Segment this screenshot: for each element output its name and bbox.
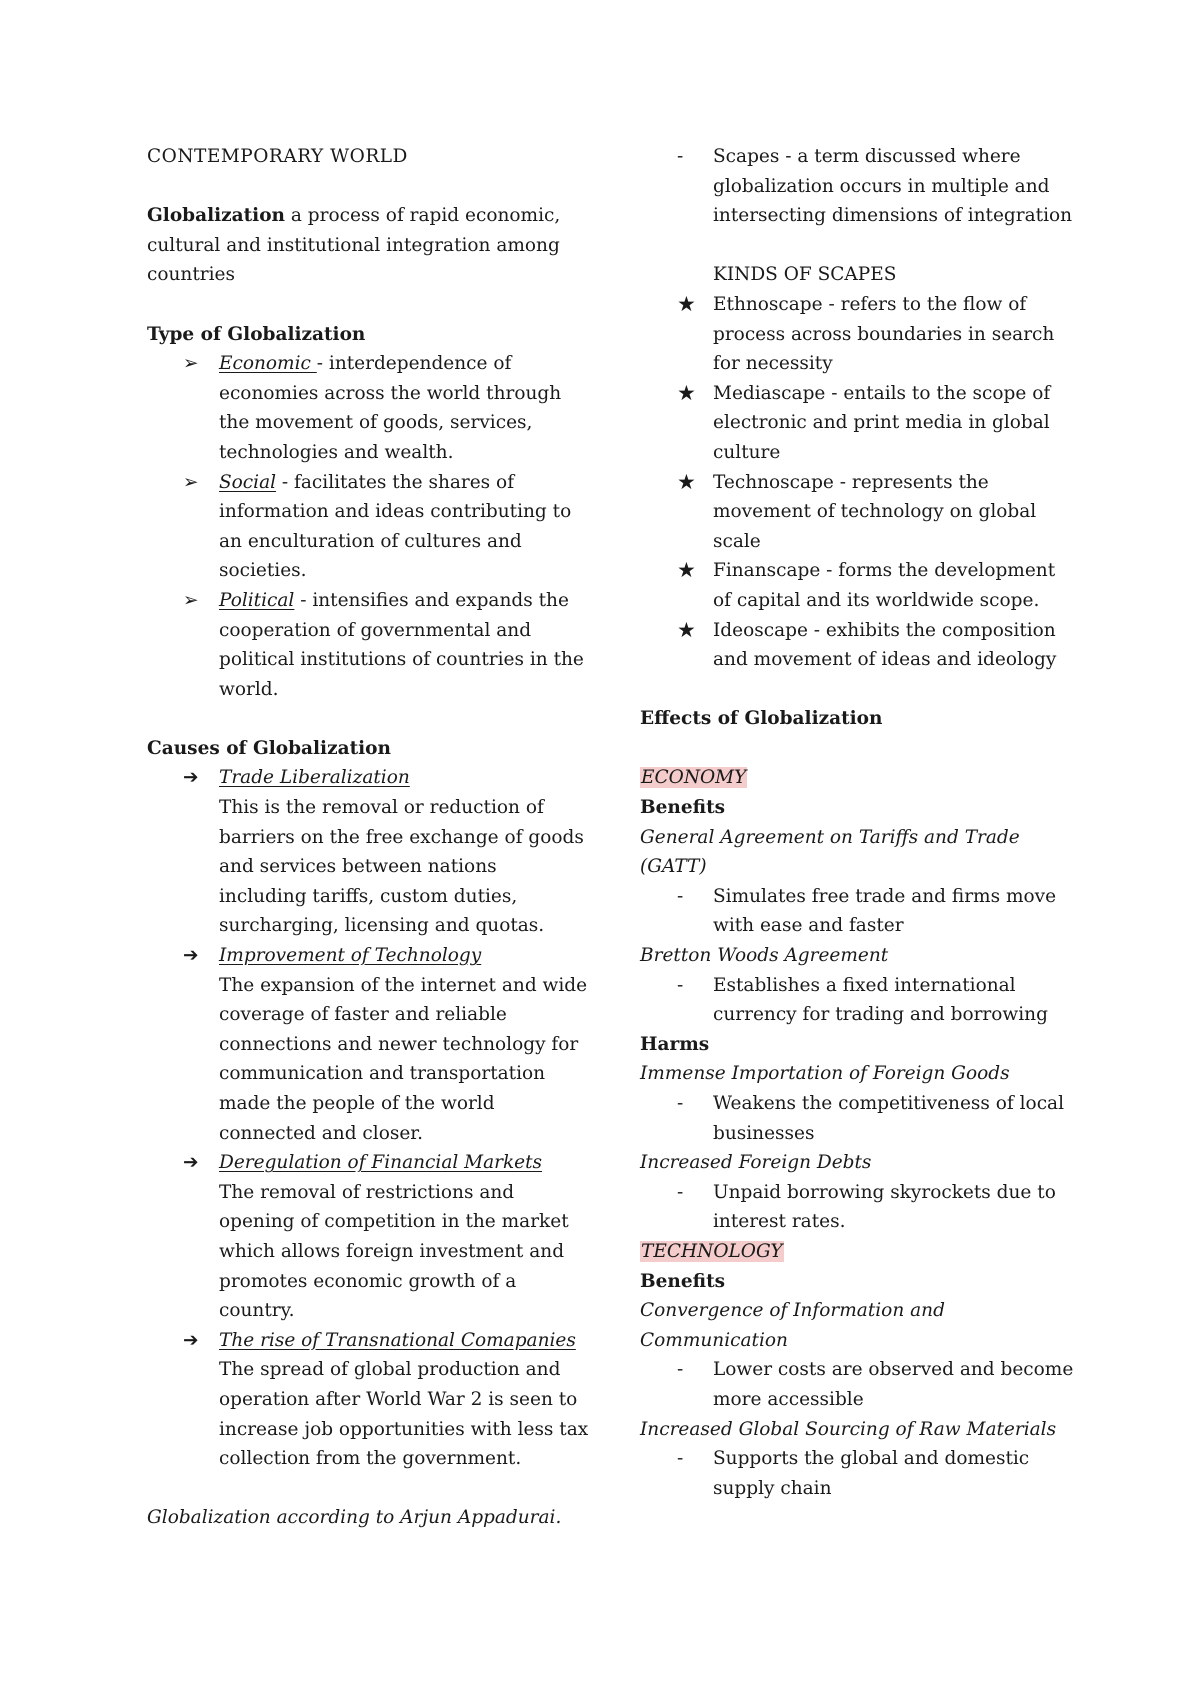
dash-bullet: - [677, 1448, 684, 1470]
cause-text: coverage of faster and reliable [219, 1004, 507, 1026]
scapes-intro: - Scapes - a term discussed where [640, 142, 1090, 172]
dash-bullet: - [677, 885, 684, 907]
scapes-intro-text: globalization occurs in multiple and [713, 175, 1050, 197]
arrowhead-bullet-icon: ➢ [183, 589, 199, 611]
type-text: economies across the world through [219, 382, 562, 404]
type-text: an enculturation of cultures and [219, 530, 522, 552]
effect-point-text: with ease and faster [713, 915, 904, 937]
type-text: political institutions of countries in the [219, 649, 584, 671]
definition-term: Globalization [147, 205, 286, 227]
effect-point-text: currency for trading and borrowing [713, 1004, 1048, 1026]
scapes-intro-text: intersecting dimensions of integration [713, 205, 1073, 227]
economy-label-line [640, 763, 1090, 793]
effect-title: Immense Importation of Foreign Goods [640, 1063, 1010, 1085]
cause-text: connections and newer technology for [219, 1033, 579, 1055]
cause-text: and services between nations [219, 856, 497, 878]
cause-text: increase job opportunities with less tax [219, 1418, 589, 1440]
scape-item-finanscape: ★ Finanscape - forms the development [640, 556, 1090, 586]
type-item-political: ➢ Political - intensifies and expands the [147, 586, 577, 616]
dash-bullet: - [677, 974, 684, 996]
effect-point: - Establishes a fixed international [640, 971, 1090, 1001]
section-heading-effects: Effects of Globalization [640, 708, 883, 730]
cause-text: country. [219, 1300, 295, 1322]
cause-text: operation after World War 2 is seen to [219, 1388, 578, 1410]
cause-text: connected and closer. [219, 1122, 423, 1144]
scape-text: scale [713, 530, 761, 552]
technology-benefits-label: Benefits [640, 1270, 726, 1292]
effect-point-text: interest rates. [713, 1211, 846, 1233]
cause-text: made the people of the world [219, 1093, 495, 1114]
effect-point-text: more accessible [713, 1388, 864, 1410]
type-item-economic: ➢ Economic - interdependence of [147, 349, 577, 379]
scape-text: process across boundaries in search [713, 323, 1055, 345]
scape-item-ethnoscape: ★ Ethnoscape - refers to the flow of [640, 290, 1090, 320]
cause-text: promotes economic growth of a [219, 1270, 517, 1292]
scape-text: of capital and its worldwide scope. [713, 589, 1040, 611]
cause-text: opening of competition in the market [219, 1211, 569, 1233]
arrow-bullet-icon: ➔ [183, 1329, 199, 1351]
effect-point: - Unpaid borrowing skyrockets due to [640, 1178, 1090, 1208]
scape-item-ideoscape: ★ Ideoscape - exhibits the composition [640, 616, 1090, 646]
type-label: Political [219, 589, 295, 611]
effect-title: Bretton Woods Agreement [640, 945, 889, 967]
effect-point: - Simulates free trade and firms move [640, 882, 1090, 912]
dash-bullet: - [677, 1093, 684, 1114]
type-item-social: ➢ Social - facilitates the shares of [147, 468, 577, 498]
arrow-bullet-icon: ➔ [183, 945, 199, 967]
cause-label: Deregulation of Financial Markets [219, 1152, 543, 1174]
scape-text: culture [713, 441, 781, 463]
star-icon: ★ [677, 617, 696, 642]
definition-line: Globalization a process of rapid economic, [147, 205, 561, 227]
effect-title: Communication [640, 1329, 788, 1351]
effect-point: - Supports the global and domestic [640, 1444, 1090, 1474]
cause-item-trade [147, 763, 577, 793]
cause-text: collection from the government. [219, 1448, 522, 1470]
type-text: the movement of goods, services, [219, 412, 533, 434]
section-heading-types: Type of Globalization [147, 323, 366, 345]
effect-title: Increased Global Sourcing of Raw Materials [640, 1418, 1057, 1440]
definition-line: cultural and institutional integration among [147, 234, 560, 256]
type-label: Economic [219, 353, 317, 375]
cause-text: This is the removal or reduction of [219, 797, 544, 819]
cause-label: Trade Liberalization [219, 767, 410, 789]
cause-text: The spread of global production and [219, 1359, 561, 1381]
type-text: cooperation of governmental and [219, 619, 532, 641]
cause-text: barriers on the free exchange of goods [219, 826, 584, 848]
footer-note: Globalization according to Arjun Appadurai. [147, 1507, 562, 1529]
dash-bullet: - [677, 1181, 684, 1203]
cause-text: The expansion of the internet and wide [219, 974, 588, 996]
arrowhead-bullet-icon: ➢ [183, 471, 199, 493]
type-text: information and ideas contributing to [219, 501, 572, 523]
cause-item-deregulation [147, 1148, 577, 1178]
effect-title: Increased Foreign Debts [640, 1152, 872, 1174]
scape-text: and movement of ideas and ideology [713, 649, 1057, 671]
effect-title: General Agreement on Tariffs and Trade [640, 826, 1020, 848]
scape-text: movement of technology on global [713, 501, 1037, 523]
dash-bullet: - [677, 146, 684, 167]
arrow-bullet-icon: ➔ [183, 1152, 199, 1174]
type-text: world. [219, 678, 279, 700]
cause-text: communication and transportation [219, 1063, 546, 1085]
dash-bullet: - [677, 1359, 684, 1381]
arrow-bullet-icon: ➔ [183, 767, 199, 789]
economy-harms-label: Harms [640, 1033, 710, 1055]
cause-text: which allows foreign investment and [219, 1240, 565, 1262]
scape-item-technoscape: ★ Technoscape - represents the [640, 468, 1090, 498]
section-heading-causes: Causes of Globalization [147, 737, 391, 759]
technology-label-line [640, 1237, 1090, 1267]
star-icon: ★ [677, 469, 696, 494]
economy-label: ECONOMY [641, 767, 747, 789]
cause-label: Improvement of Technology [219, 945, 482, 967]
cause-text: The removal of restrictions and [219, 1181, 515, 1203]
type-label: Social [219, 471, 277, 493]
left-column [147, 142, 589, 1533]
cause-item-technology [147, 941, 577, 971]
cause-text: surcharging, licensing and quotas. [219, 915, 545, 937]
type-text: technologies and wealth. [219, 441, 454, 463]
effect-title: Convergence of Information and [640, 1300, 945, 1322]
effect-title: (GATT) [640, 856, 707, 878]
definition-line: countries [147, 264, 235, 286]
effect-point: - Weakens the competitiveness of local [640, 1089, 1090, 1119]
effect-point-text: businesses [713, 1122, 815, 1144]
star-icon: ★ [677, 380, 696, 405]
scape-text: electronic and print media in global [713, 412, 1050, 434]
cause-label: The rise of Transnational Comapanies [219, 1329, 576, 1351]
star-icon: ★ [677, 558, 696, 583]
right-column [640, 142, 1090, 1503]
effect-point-text: supply chain [713, 1477, 832, 1499]
technology-label: TECHNOLOGY [641, 1240, 783, 1262]
type-text: societies. [219, 560, 307, 582]
effect-point: - Lower costs are observed and become [640, 1355, 1090, 1385]
star-icon: ★ [677, 291, 696, 316]
scape-item-mediascape: ★ Mediascape - entails to the scope of [640, 379, 1090, 409]
arrowhead-bullet-icon: ➢ [183, 353, 199, 375]
kinds-heading: KINDS OF SCAPES [713, 264, 897, 286]
scape-text: for necessity [713, 353, 833, 375]
cause-text: including tariffs, custom duties, [219, 885, 518, 907]
cause-item-transnational [147, 1326, 577, 1356]
economy-benefits-label: Benefits [640, 797, 726, 819]
document-title: CONTEMPORARY WORLD [147, 146, 408, 167]
